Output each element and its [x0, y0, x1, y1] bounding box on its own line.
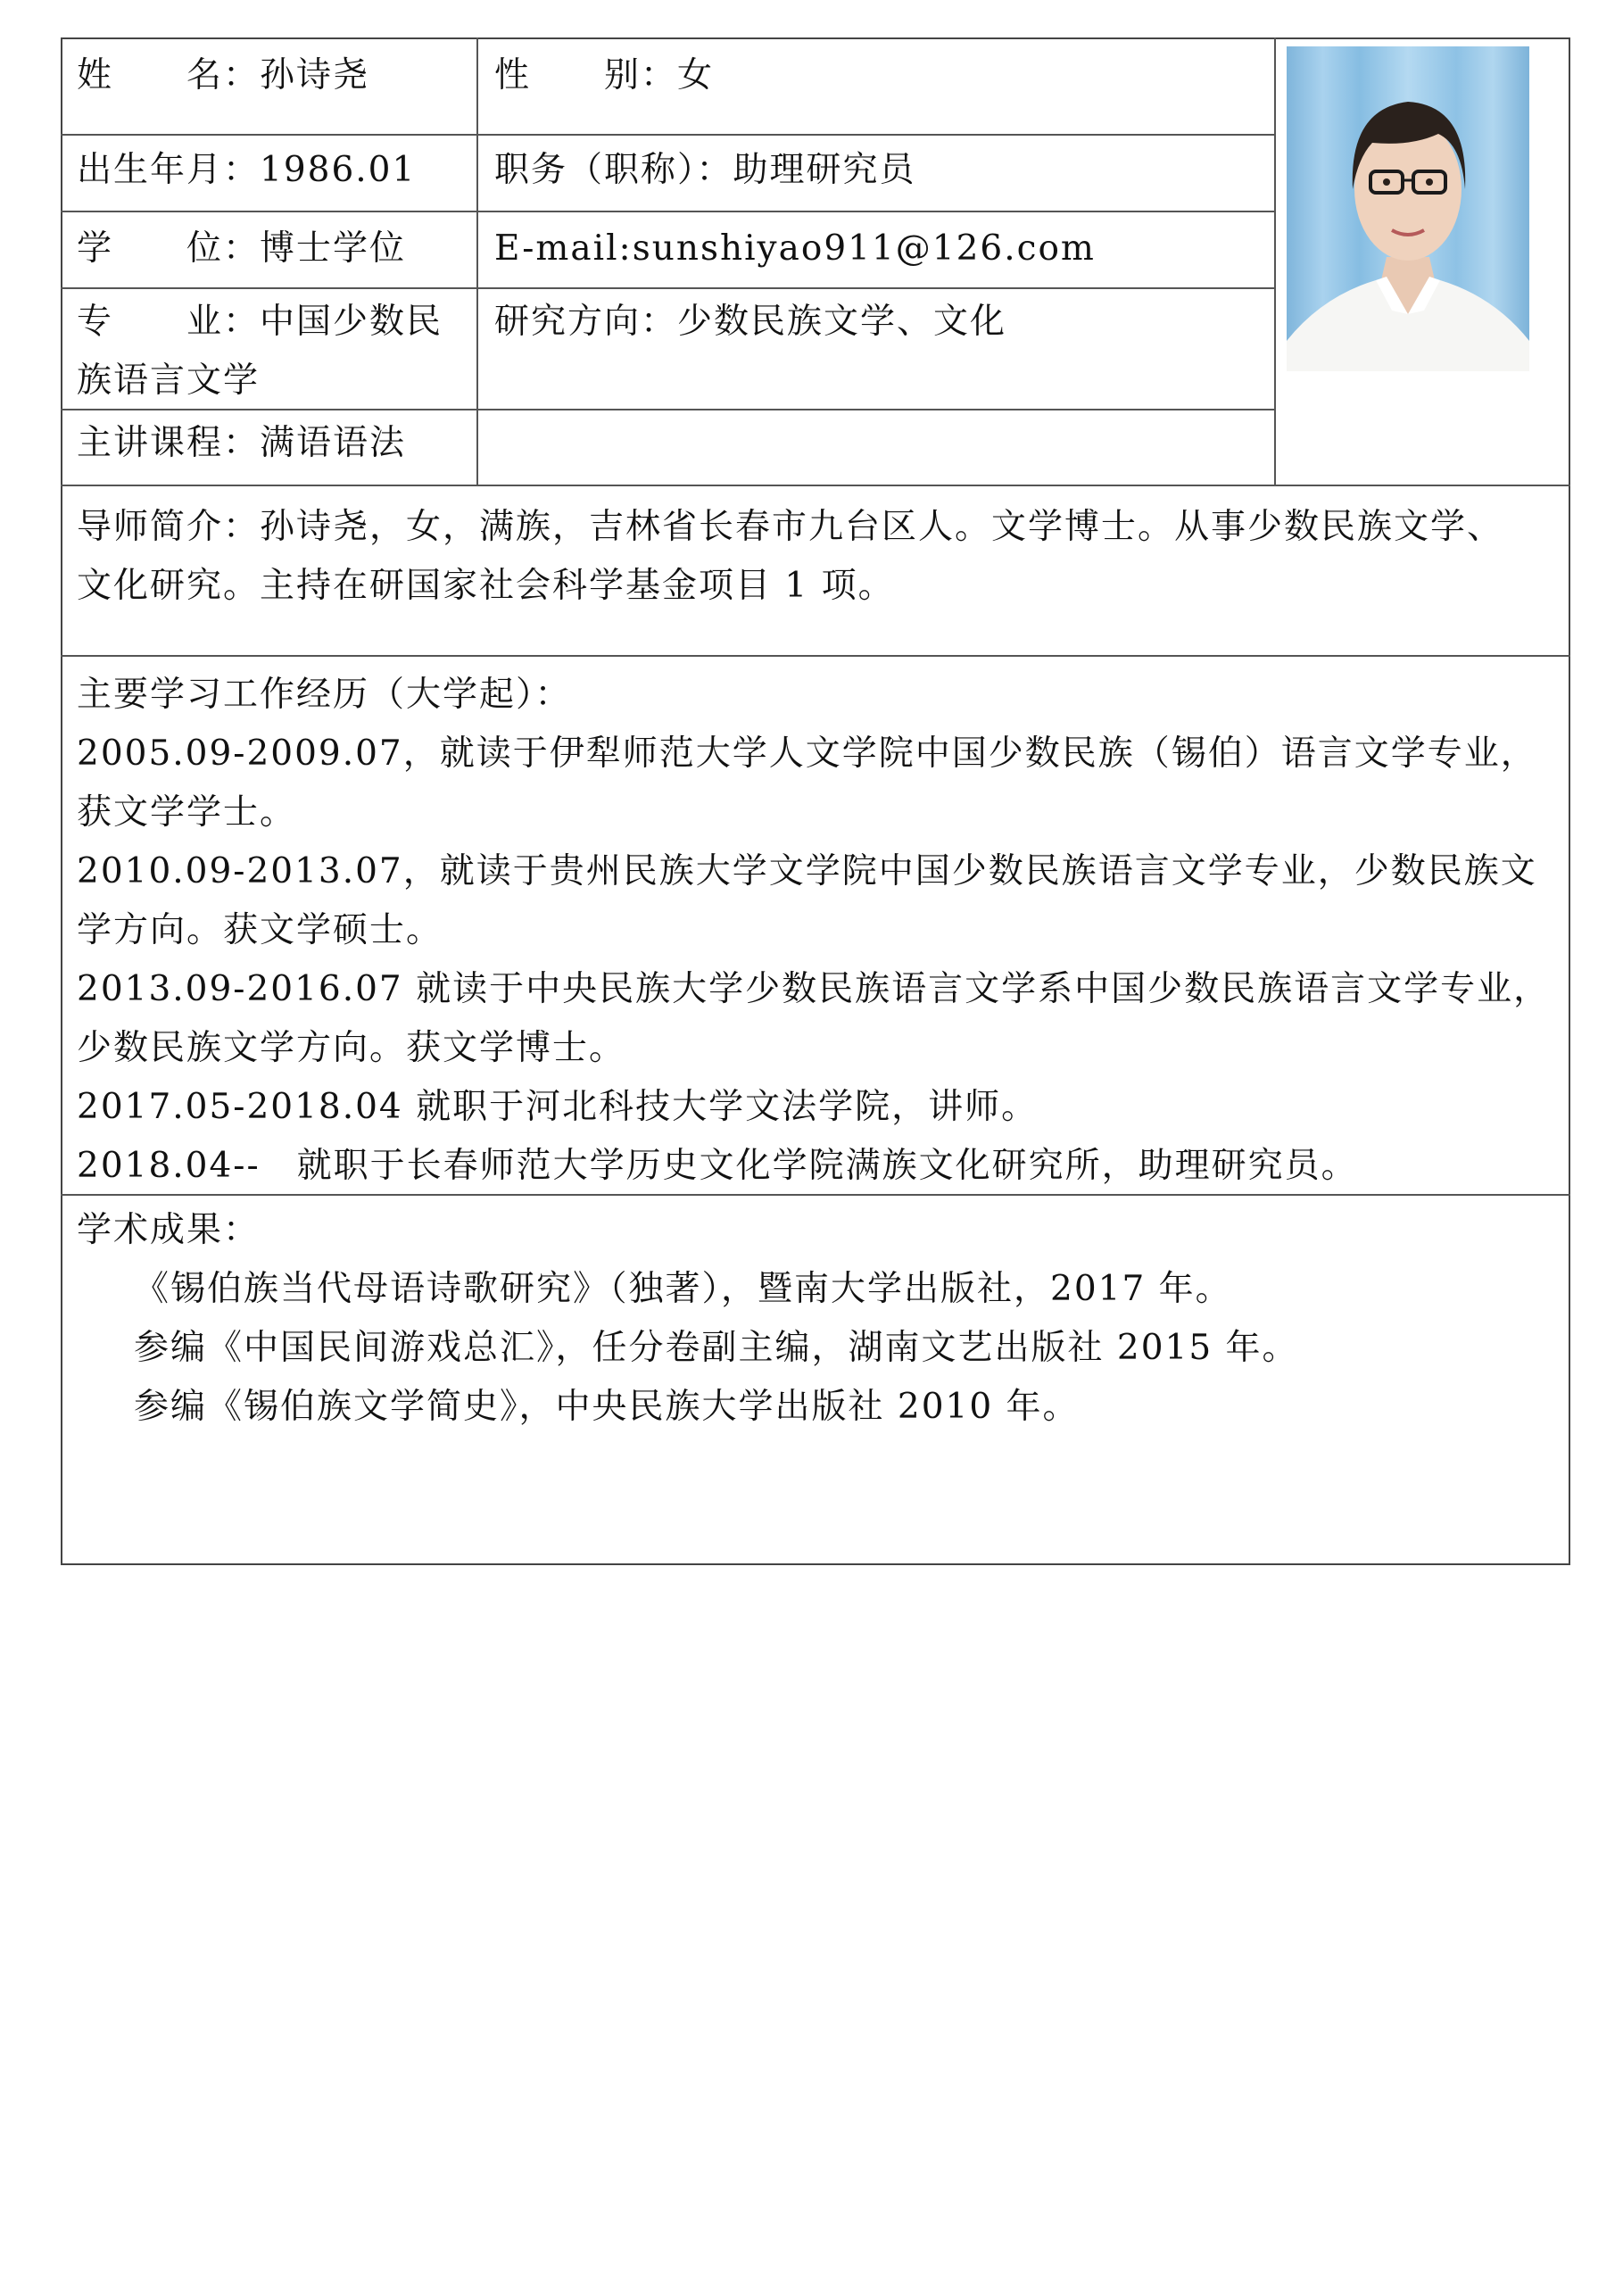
- major-field: [77, 293, 443, 352]
- row-divider: [61, 287, 1276, 289]
- major-field-continued: [77, 352, 260, 410]
- portrait-photo: [1287, 46, 1529, 371]
- achievement-item: 《锡伯族当代母语诗歌研究》（独著），暨南大学出版社，2017 年。: [134, 1269, 1232, 1309]
- email-field: [494, 220, 1096, 278]
- name-value: 孙诗尧: [260, 55, 370, 95]
- row-divider: [478, 134, 1276, 136]
- experience-line: 获文学学士。: [77, 792, 297, 833]
- column-divider: [476, 37, 478, 485]
- name-label: 姓 名：: [77, 55, 261, 95]
- experience-line: 2017.05-2018.04 就职于河北科技大学文法学院，讲师。: [77, 1087, 1039, 1127]
- title-label: 职务（职称）：: [494, 150, 733, 190]
- achievements-section: [77, 1201, 1558, 1437]
- intro-line: 导师简介：孙诗尧，女，满族，吉林省长春市九台区人。文学博士。从事少数民族文学、: [77, 507, 1504, 547]
- gender-field: [494, 46, 714, 105]
- gender-label: 性 别：: [494, 55, 678, 95]
- experience-line: 少数民族文学方向。获文学博士。: [77, 1028, 626, 1068]
- experience-line: 2010.09-2013.07，就读于贵州民族大学文学院中国少数民族语言文学专业，少数民族文: [77, 851, 1537, 891]
- research-label: 研究方向：: [494, 302, 678, 342]
- row-divider: [61, 655, 1570, 657]
- degree-label: 学 位：: [77, 228, 261, 269]
- experience-heading: 主要学习工作经历（大学起）：: [77, 675, 572, 715]
- birth-value: 1986.01: [260, 150, 417, 190]
- major-value-line2: 族语言文学: [77, 361, 261, 401]
- birth-label: 出生年月：: [77, 150, 261, 190]
- email-label: E-mail:: [494, 228, 633, 269]
- major-label: 专 业：: [77, 302, 261, 342]
- row-divider: [61, 211, 1276, 212]
- email-value[interactable]: sunshiyao911@126.com: [632, 228, 1096, 269]
- experience-line: 2005.09-2009.07，就读于伊犁师范大学人文学院中国少数民族（锡伯）语言文学专业，: [77, 734, 1537, 774]
- achievement-item: 参编《中国民间游戏总汇》，任分卷副主编，湖南文艺出版社 2015 年。: [134, 1328, 1299, 1368]
- research-value: 少数民族文学、文化: [677, 302, 1007, 342]
- course-value: 满语语法: [260, 423, 407, 463]
- person-portrait-icon: [1287, 46, 1529, 371]
- research-field: [494, 293, 1006, 352]
- advisor-intro: [77, 498, 1558, 616]
- row-divider: [61, 134, 480, 136]
- birth-field: [77, 141, 416, 200]
- gender-value: 女: [677, 55, 715, 95]
- experience-line: 2018.04-- 就职于长春师范大学历史文化学院满族文化研究所，助理研究员。: [77, 1146, 1358, 1186]
- experience-line: 学方向。获文学硕士。: [77, 910, 443, 950]
- name-field: [77, 46, 369, 105]
- row-divider: [61, 485, 1570, 486]
- column-divider: [1274, 37, 1276, 485]
- degree-value: 博士学位: [260, 228, 407, 269]
- experience-line: 2013.09-2016.07 就读于中央民族大学少数民族语言文学系中国少数民族语言文学专业，: [77, 969, 1551, 1009]
- achievements-heading: 学术成果：: [77, 1210, 261, 1250]
- degree-field: [77, 220, 406, 278]
- intro-line: 文化研究。主持在研国家社会科学基金项目 1 项。: [77, 566, 895, 606]
- course-label: 主讲课程：: [77, 423, 261, 463]
- title-field: [494, 141, 916, 200]
- achievement-item: 参编《锡伯族文学简史》，中央民族大学出版社 2010 年。: [134, 1387, 1080, 1427]
- course-field: [77, 414, 406, 473]
- experience-section: [77, 666, 1558, 1196]
- major-value-line1: 中国少数民: [260, 302, 443, 342]
- title-value: 助理研究员: [733, 150, 916, 190]
